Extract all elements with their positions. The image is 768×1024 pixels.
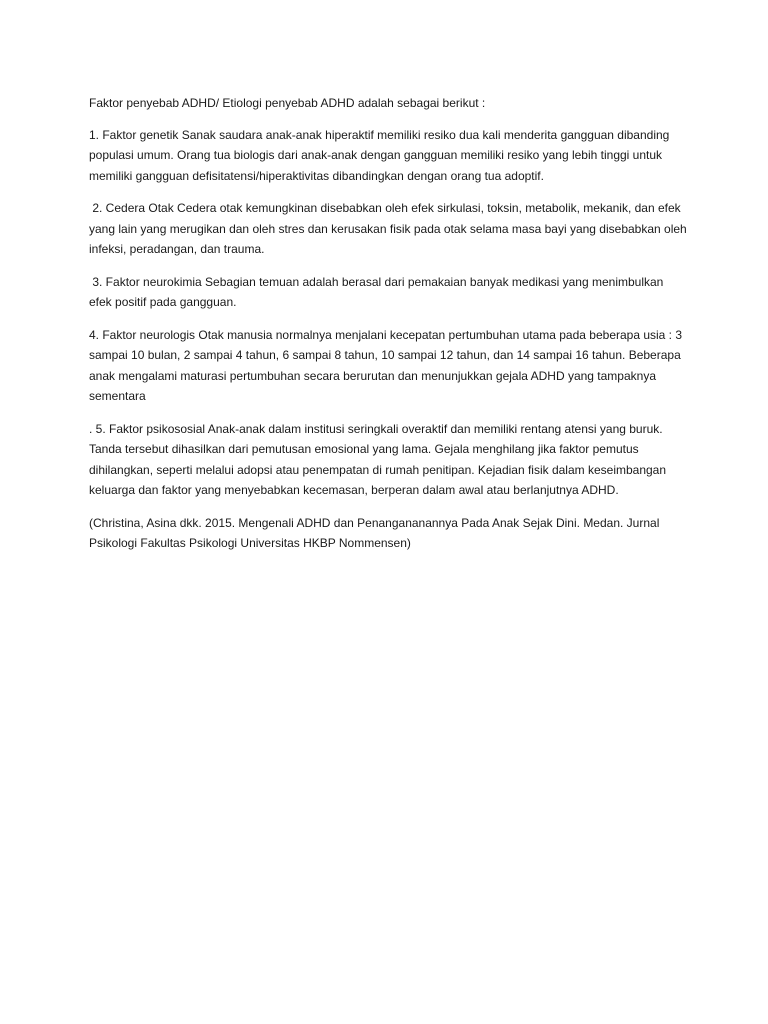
paragraph-genetic-factor: 1. Faktor genetik Sanak saudara anak-anak hiperaktif memiliki resiko dua kali menderita gangguan dibanding populasi umum. Orang tua biologis dari anak-anak dengan gangguan memiliki resiko yang lebih tinggi untuk memiliki gangguan defisitatensi/hiperaktivitas dibandingkan dengan orang tua adoptif.	[89, 127, 673, 183]
intro-heading: Faktor penyebab ADHD/ Etiologi penyebab ADHD adalah sebagai berikut :	[89, 96, 486, 110]
paragraph-neurological-factor: 4. Faktor neurologis Otak manusia normalnya menjalani kecepatan pertumbuhan utama pada beberapa usia : 3 sampai 10 bulan, 2 sampai 4 tahun, 6 sampai 8 tahun, 10 sampai 12 tahun, dan 14 sampai 16 tahun. Beberapa anak mengalami maturasi pertumbuhan secara berurutan dan menunjukkan gejala ADHD yang tampaknya sementara	[89, 327, 686, 403]
citation: (Christina, Asina dkk. 2015. Mengenali ADHD dan Penangananannya Pada Anak Sejak Dini. Medan. Jurnal Psikologi Fakultas Psikologi Universitas HKBP Nommensen)	[89, 515, 663, 550]
paragraph-neurochemical-factor: 3. Faktor neurokimia Sebagian temuan adalah berasal dari pemakaian banyak medikasi yang menimbulkan efek positif pada gangguan.	[89, 274, 667, 309]
paragraph-psychosocial-factor: . 5. Faktor psikososial Anak-anak dalam institusi seringkali overaktif dan memiliki rentang atensi yang buruk. Tanda tersebut dihasilkan dari pemutusan emosional yang lama. Gejala menghilang jika faktor pemutus dihilangkan, seperti melalui adopsi atau penempatan di rumah penitipan. Kejadian fisik dalam keseimbangan keluarga dan faktor yang menyebabkan kecemasan, berperan dalam awal atau berlanjutnya ADHD.	[89, 421, 670, 497]
document-body	[89, 93, 689, 566]
paragraph-brain-injury: 2. Cedera Otak Cedera otak kemungkinan disebabkan oleh efek sirkulasi, toksin, metabolik, mekanik, dan efek yang lain yang merugikan dan oleh stres dan kerusakan fisik pada otak selama masa bayi yang disebabkan oleh infeksi, peradangan, dan trauma.	[89, 201, 691, 256]
